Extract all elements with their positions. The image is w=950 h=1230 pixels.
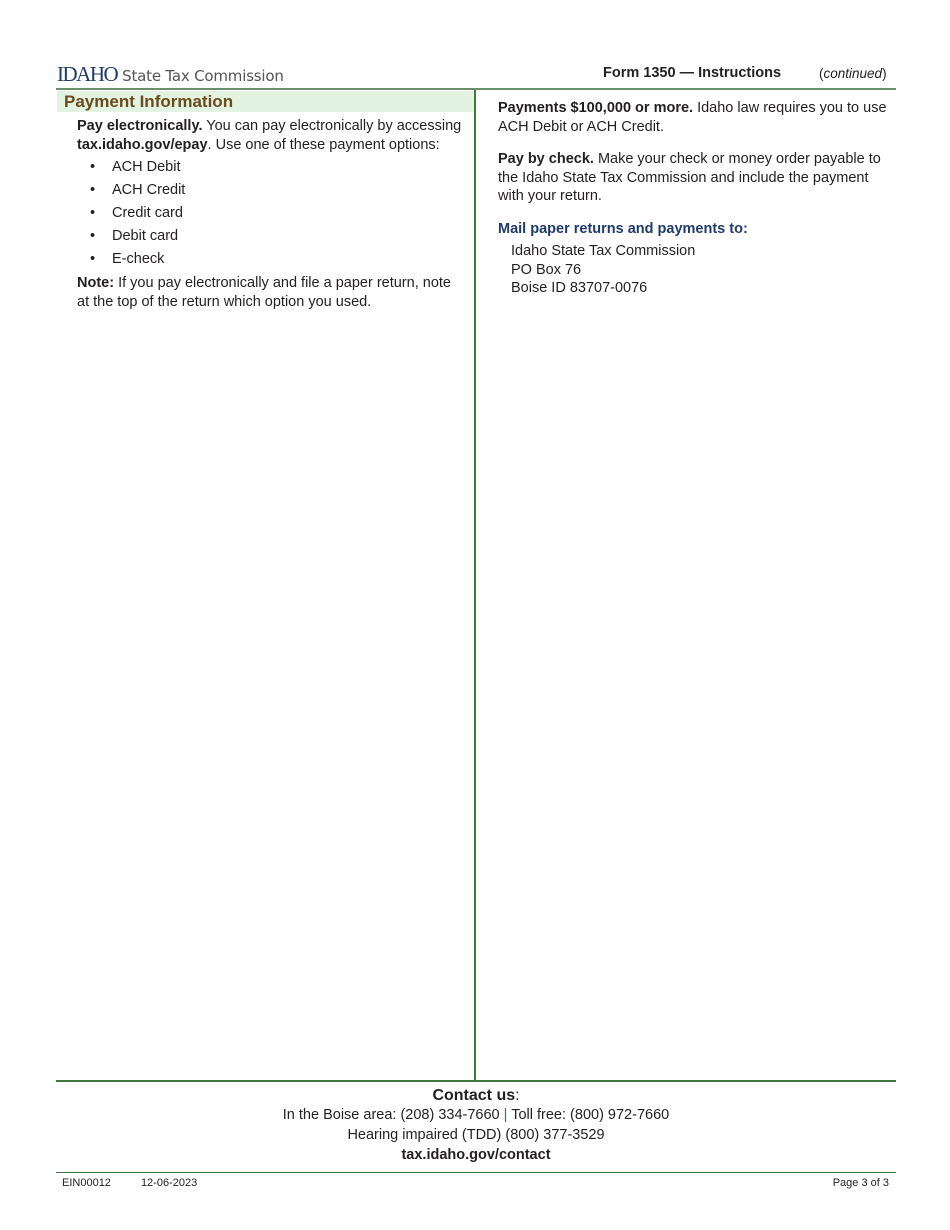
address-line: Boise ID 83707-0076 xyxy=(511,280,648,296)
form-title: Form 1350 — Instructions xyxy=(603,65,782,81)
logo-mark: IDAHO xyxy=(57,62,118,86)
note-paragraph: Note: If you pay electronically and file a paper return, note at the top of the return which option you used. xyxy=(77,275,451,310)
tdd-line: Hearing impaired (TDD) (800) 377-3529 xyxy=(347,1126,605,1143)
bullet-icon: • xyxy=(90,251,96,267)
contact-website-link[interactable]: tax.idaho.gov/contact xyxy=(401,1147,551,1163)
payment-options-list xyxy=(77,158,462,273)
phone-line xyxy=(56,1106,896,1126)
epay-link[interactable]: tax.idaho.gov/epay xyxy=(77,136,208,153)
page-number: Page 3 of 3 xyxy=(832,1177,889,1189)
contact-divider xyxy=(56,1080,896,1082)
pay-by-check-paragraph: Pay by check. Make your check or money order payable to the Idaho State Tax Commission and include the payment with your return. xyxy=(498,151,881,204)
column-divider xyxy=(474,90,476,1082)
revision-date: 12-06-2023 xyxy=(140,1177,198,1189)
list-item: • Credit card xyxy=(90,205,183,221)
list-item: • ACH Debit xyxy=(90,159,181,175)
section-header xyxy=(57,91,474,112)
form-code: EIN00012 xyxy=(62,1177,111,1189)
list-item: • E-check xyxy=(90,251,165,267)
continued-label: (continued) xyxy=(819,66,887,81)
separator: | xyxy=(503,1107,508,1123)
section-title: Payment Information xyxy=(64,92,234,111)
bullet-icon: • xyxy=(90,228,96,244)
address-line: Idaho State Tax Commission xyxy=(511,243,696,259)
bullet-icon: • xyxy=(90,205,96,221)
list-item: • Debit card xyxy=(90,228,179,244)
bullet-icon: • xyxy=(90,159,96,175)
header-divider xyxy=(56,88,896,90)
footer-divider xyxy=(56,1172,896,1173)
idaho-logo xyxy=(57,62,284,87)
toll-free-phone: Toll free: (800) 972-7660 xyxy=(511,1107,670,1123)
contact-title: Contact us: xyxy=(432,1087,520,1104)
right-column xyxy=(498,99,888,298)
pay-electronically-paragraph: Pay electronically. You can pay electronically by accessing tax.idaho.gov/epay. Use one of these payment options: xyxy=(77,118,462,153)
footer-left xyxy=(62,1177,197,1189)
mailing-address xyxy=(498,242,888,298)
address-line: PO Box 76 xyxy=(511,261,582,278)
left-column xyxy=(77,117,462,311)
contact-section xyxy=(56,1086,896,1165)
bullet-icon: • xyxy=(90,182,96,198)
large-payments-paragraph: Payments $100,000 or more. Idaho law requires you to use ACH Debit or ACH Credit. xyxy=(498,100,887,135)
list-item: • ACH Credit xyxy=(90,182,186,198)
boise-phone: In the Boise area: (208) 334-7660 xyxy=(282,1107,500,1123)
logo-text: State Tax Commission xyxy=(122,67,284,85)
mail-heading: Mail paper returns and payments to: xyxy=(498,220,748,237)
